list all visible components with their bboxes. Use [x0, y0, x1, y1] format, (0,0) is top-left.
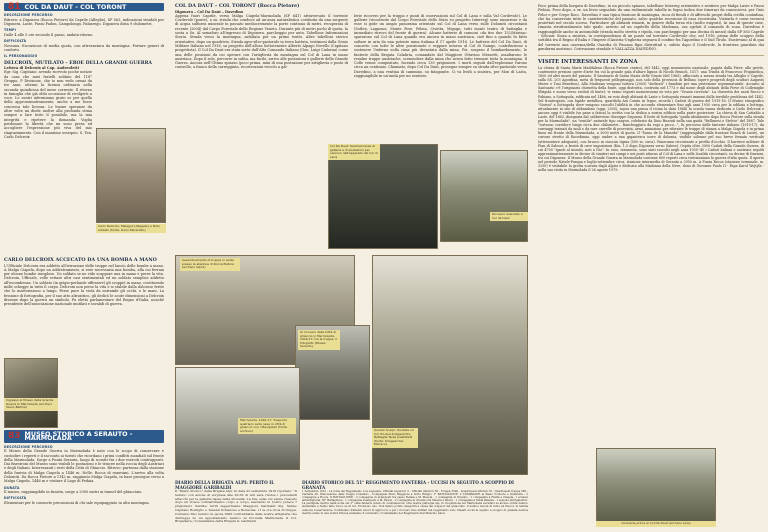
- museum-time-label: DURATA: [4, 485, 20, 490]
- character-subtitle: Lettera di Delcroix al Cap. Andreoletti: [4, 66, 79, 71]
- route-header-subtitle: Digonera – Col Da Daut – Davedino: [175, 9, 244, 14]
- time-text: Dalle 4 alle 5 ore secondo il passo, andata-ritorno.: [4, 32, 94, 37]
- photo-col-da-daut-barracks: [596, 448, 716, 522]
- story-block: [4, 256, 164, 307]
- photo-transport-caption: Marmolada, 1916-17: Trasporto austriaco sulla neve in città di ghiaccio con i Manipolari (fonte archivio): [238, 418, 296, 434]
- photo-troops-caption: Assembramento di truppe in sosta presso la stazione di Rocca Pietore (archivio Alpini): [180, 258, 240, 271]
- route-header-title: COL DA DAUT – COL TORONT (Rocca Pietore): [175, 3, 300, 9]
- photo-museum-entrance: [4, 358, 58, 428]
- section-number: 81: [8, 2, 21, 12]
- right-column: [538, 0, 764, 172]
- photo-museum-caption: Ingresso al Museo della Grande Guerra in Marmolada (Archivio Sauro Bellina): [4, 398, 58, 411]
- photo-barracks-caption: Cosmerie prime ai Col Da Daut (Archivio Loss): [596, 521, 716, 527]
- route-text-part1: Appena fuori Caprile, verso Malga Ciapela-Marmolada (SP 641) attraversato il torrente Cordevole (ponte), a sx. strada che conduce ad un'ansa naturalistica costituita da una sorgente di acqua sulfurea minerale in passato mediocremente la porte continua di metri, recuperata di recente (2004) dal Corpo Forestale dello Regione Veneto. Durante più di metri pochi di quota, la sosta a Sx. Al semaforo all'ingresso di Digonera, parcheggio per auto. Tabellone Informazioni Storia. Strada verso la montagna, asfaltata per un primo tratto. Altre tabelloni storico orientative, dopo un quadrivio. Strada agro-silvo-pastorale in terra battuta, testimoni dalla Genio Militare Italiano nel 1916, su progetto dell'allora Sottotenente Alberto Alpago Novello (Capitano progettista). Il Col Da Daut era stata sorte dall'Alto Comando Italiano (Gen. Luigi Cadorna) come una delle posizioni da cui operare con l'artiglieria da montagna sul Col di Lana in mano austriaca. Dopo il sole, percorre in salita, ma facile, arrivo alle postazioni e gallerie della Grande Guerra. Ancora nell'Ultimo spiazzo (poco prima, mini di una postazione per artiglieria e posto di controllo, a fianco della carreggiata, ricostruzioni veicolo a gal-: [175, 13, 348, 70]
- photo-shelter-caption: Ricovero avanzato a Col da Daut: [490, 212, 528, 221]
- character-label: IL PERSONAGGIO: [4, 54, 38, 59]
- route-text: Ritrovo: a Digonera (Rocca Pietore) da Caprile (Alleghe), SP 563, indicazioni stradali per Digonera, Laste, Passo Padon, Campolongo, Falzarego. Digonera dista 9 chilometri.: [4, 17, 164, 27]
- museum-difficulty-text: Elementari per le consuete precauzioni di chi sale equipaggiato in alta montagna.: [4, 500, 150, 505]
- diary-regiment-text: 1 Settembre 1915 - La forza del Reggimento è la seguente: Ufficiali superiori 3 - Ufficiali inferiori 56 - Truppa 3590 - Quadrupedi ufficiali 18 - Quadrupedi truppa 366 - Carrette 30. Dislocazione delle truppe Comando - Compagnie Stato Maggiore a Sotto Rifugio. I° BATTAGLIONE: 2 COMPAGNIE ai Passo Contorie e Ombretta - 2 compagnie a Rocca. II BATTAGLIONE - 2 compagnie in avamposti tra passo Fedaia e M. Mesola - 1 compagnia di rincalzo - 1 compagnia a Fratta e Ciapela - I scienze antiartiglieria. III° Battaglione - 1 compagnia avamposti a M. Padon - 2 compagnie in rincalzo fra Mesola e Padon - 1 compagnia a Tabia Palazza - 1 sezione mitragliatrici. La partigiale inoltre nella notte sul 2° sulla fanterie notato di considerevole. Una nostra pattuglia alp. in ricognizione sul Marmolada avvistavi su alcune ordini nemico aumentate a Tanno fatto fuoco su di noi. Erondono uno. Non hanno potuto inseguirli a causa dei crepacci del ghiacciaio. Il nemico lavora di notte ad Pescol, la nebbia ostacola l'osservazione. Continuano frattanto lavori di approccio e per i ricoveri. Due militari del reggimento sono rimasti uccisi in seguito a scoppio di granata nemica mentre erano in una nostra trincea avanzata. Il colonnello / Comandante del Reggimento Dal Mancino Amos: [302, 490, 528, 515]
- photo-galleries-caption: Col Da Daut: testimonianze di gallerie e di postazioni per cannoni dell'apparato del Col di Lana: [328, 144, 380, 160]
- left-column: [4, 0, 164, 139]
- route-label: DESCRIZIONE PERCORSO: [4, 13, 53, 18]
- museum-route-text: Il Museo della Grande Guerra in Marmolada è nato con lo scopo di conservare e custodire i reperti e il racconto ai turisti che ricordano i primi conflitti mondiali sul fronte della Marmolada. Sorge a Punta Serauta, luogo di scontri fra i due eserciti contrapposti. Dai finestroni del Museo sono visibili le postazioni e le trincee nella roccia degli Austriaci e degli Italiani. Interessanti i resti della Città di Ghiaccio. Ritrovo: partenza dalla stazione della funivia di Malga Ciapela a 1446 m. Nelle: Rocca di ennesimi. L'arrivo alla volta Dolomiti. Da Rocca Pietore a 1142 m, raggiunto Malga Ciapela, in base prosegue verso a Malga Ciapela, 1446 m e visitare il Lago di Fedaia.: [4, 449, 164, 484]
- photo-shelter: [440, 150, 528, 242]
- visits-title: VISITE INTERESSANTI IN ZONA: [538, 59, 638, 66]
- time-label: TEMPI: [4, 28, 17, 33]
- museum-difficulty-label: DIFFICOLTÀ: [4, 496, 27, 501]
- diary-alpi: [175, 478, 297, 524]
- story-title: CARLO DELCROIX ACCECATO DA UNA BOMBA A MANO: [4, 257, 157, 263]
- visits-text: La chiesa di Santa Maria Maddalena (Rocca Pietore centro), del 1442, oggi monumento nazionale, pagata dalla Pieve, alle grotte, contenente preziosi opere d'arte fra cui la grande pala d'altare lignea di Nicolò Brunch, 1517: una Trinità di Francesco Frigimelica, 1600 ed altri monti del passato. Il Santuario di Santa Maria delle Grazie (del 1965), affacciato a mezza strada tra Alleghe e Caprile, sulla SS. 203 Agordina, meta di frequenti pellegrinaggi, non solo della provincia di Belluno (opere progredi degli scultori Augusto Murer e Toni Benetton). Alla Madonna vengono tuttora (2005) "dedicati" i bambini per una protezione soprannaturale. Accanto al Santuario c'è l'originario chiesetta della fonte, oggi distrutta, costruita nel 1773 e dal nome degli abitanti della Pieve di Collemighe (Brigola e ssono verso esoluti di fonte): vi erano esposti numerossimi ex voto per "Grazia ricevuta". La chiesetta dei santi Rocco e Fabiano, a Sottoguda, edificata nel 1486, ex voto degli abitanti di Laste e Sottoguda rimasti immuni dalla terribile pestilenza del 1442. Sul frontespizio, con lapide metallica, guardiola Ani Comin in legno, ricorda i Caduti di guerra del 1915-18. Il Museo etnografico "Siorini" a Sottoguda dove vengono raccolti l'abilità in che accendo elementare fino agli anni 1930 circa per la edilizia a bottega, attualmente in sito di abbandono (oggi, 2005), sopra una pensa il ricina la data 1884) la scuola vanna dedicata a Carlo Delcroix e ancora oggi è visibile (su pane a fatica) la scritta con la dedica a nostra edificio nella parte posteriore. La chiesa di San Cattaldo a Laste, del 1863, disegnata dal calibrevisso Giuseppe Segusini. Il forte di Sottoguda "guida idealmente dopo Rocca Pietore sulla strada per la Marmolada", un "sentile" naturale tipo canyon, celebrato da Dino Buzzati nella sua guida "Bellunesi e Stelvio" del 1887. Tale "tortuoso corridore lungo circa due chilometri... fiancheggiato da rupi a picco...", fu percorso dalle fanterie italiane (1915-17), da carriaggi trainati da muli e da rare carrelle di provvista, armi, munizioni per rifornire le truppe di stanza a Malga Ciapela e in prima linea sul fronte della Marmolada, a 3000 metri di quota. Il "Sasso de la Muneda" (raggiungibile dalla frazione Ronch di Laste), un curioso stretto di Rocedimas, oggi ombre a una gigantesca torre di dolomia, visibile solenne pel suo breve frenato verticale (attrezzature adeguate), con brucco in ciascun tignia (500 m. circa). Panorama circostante a profilo d'occhio. Il barriere militare di Pian di Salesei, a fronte di cave imposizioni (Km. 1,5 dopo Digonera verso Salese). Ospita oltre 3000 Caduti della Grande Guerra, di cui 4700 "ignoti al mondo, noti a Dio". In esso, trasmessi, sono stati raccolti negli anni 1930-'40 i Caduti italiani e austriaci sepolti approssimativamente in decine di cimiteri nei campi e nei posti attorno al Col di Lana e nelle località circostanti, su decine di frazioni, tra cui Digonera. Il Museo della Grande Guerra in Marmolada contiene 800 reperti circa testimoniano la guerra d'alta quota. Il aperto nel periodo Natale-Pasqua e luglio-settembre circa, stazione intermedia di Serauta a 2950 m. A Punta Rocca (stazione terminale, m. 3250) è visitabile la grotta scavata dagli Alpini e dedicata alla Madonna della Neve, dono di Giovanni Paolo II - Papa Karol Wojtyla - nella sua visita in Marmolada il 26 agosto 1979.: [538, 65, 764, 173]
- character-letter: Egr. Sig. Capitano: avendo ricevuto poche notizie da casa che miei fratelli soldato del 118° Gruppo, P Divisione, che io non vedo ormai da tre anni, ottenni la licenza ordinaria nella seconda quindicina del mese corrente. Il ritorno in famiglia che già ebbi occasione di rivolgerti a voce. Le nostri infermiamo grato se per quella della approssimativamente, anche a me fosse concessa tale licenza. Le buone speranze da altre volte mi diede inoltre alla profonda stima sempre a lare tutto il possibile, ma la mia integrità e ripetere la domanda. Voglia perdonare la libertà che mi sono presa ed accogliere l'espressione più viva del mio ringraziamento. Con il massimo ossequio. S. Ten. Carlo Delcroix: [4, 70, 92, 139]
- route-text-part2: lerie ricovero per la truppa e punti di osservazioni sul Col di Lana e sulla Val Cordevole). Le gallerie (ricostruite dal Corpo Forestale dello Stato su progetto Interreg) sono numerose e da esse si gode un ampio panorama orientato sul Col di Lana verso sulle Dolomiti circostanti (Sotlen, Lagazuoi, Monte Pore, Pelmo, Civetta, Migogn, tutti monti teatro di battaglia e immediato ritrovo del fronte di guerra). Alcune batterie di cannoni «da tiro due 152/Marina» spararono sul Col di Lana quando era ancora in mano austriaca, cioè fino a quando fu fatto saltare in aria da una potente mina italiana il 17 aprile 1916. Le batterie del Col Da Daut, di concerto con tutte le altre posizionate e seppure intorno al Col di Gamgo, contribuirono a sostenere l'inferno sulla cima più devastata dalla mina. Poi, sospeso il bombardamento, le fanterie della Brigata Calabria, comandate dal Maggiore Ottavino Mezzetti, assaltarono le residue truppe austriache, scenendere dalla mina che aveva fatto tremare tutta la montagna. Il Colle venne conquistato, facendo circa 130 prigionieri. I morti seguiti dall'esplosione furono circa un centinaio. Chiamato, dopo Col Da Daut, prosegue sempre su strada silvo-pastorale verso Davedino, a una ventina di cammino, su fatagonite. Ci va lividi a sinistra, per Mon di Lasta, raggiungibile in un'unità per un sentiero.: [354, 13, 528, 79]
- middle-column: [175, 0, 527, 78]
- difficulty-label: DIFFICOLTÀ: [4, 39, 27, 44]
- section-number: 83: [8, 431, 21, 442]
- photo-delcroix-caption: Carlo Delcroix, Malagoli (Allegato) e Noto soldato (fonte: Gorio Panarotto): [96, 224, 166, 233]
- museum-time-text: Il museo, raggiungibile in funivia, sorge a 2950 metri ai tunnel del ghiacciaio.: [4, 490, 143, 494]
- section-title: COL DA DAUT - COL TORONT: [24, 3, 127, 11]
- character-title: DELCROIX, MUTILATO – EROE DELLA GRANDE GUERRA: [4, 60, 152, 66]
- diary-regiment-title: DIARIO STORICO DEL 51° REGGIMENTO FANTERIA - UCCISI IN SEGUITO A SCOPPIO DI GRANATA: [302, 480, 515, 490]
- story-text: L'Ufficiale Delcroix era addetto all'istruzione delle truppe nel lancio delle bombe a mano. A Malga Ciapela, dopo un addestramento, si rese necessaria una bomba, alla cui ferraia per alcune bombe inesplose. Un soldato se ne vide scappare una in mano e perse la vita. Delcroix, Ufficiale, volle evitare altri casi sentimentali ed un soldato semplice addetto all'incombenza. Un soldato (in grigio-perlande offensive) gli scoppiò in mano, costituendo mille schegge in tutto il corpo. Delcroix non perse la vita e si stabile dalla dolorose ferite che lo martoriarono a lungo. Perse pure la vista da entrambi gli occhi, e le mani. La fessione di fortografia, per il suo atto altruistico, gli dedicò le acute dimensioni a Delcroix divenne dopo la guerra un simbolo. Fu eletto parlamentare del Regno d'Italia, nonché presidente dell'associazione nazionale mutilati e invalidi di guerra.: [4, 263, 164, 307]
- diary-alpi-text: Il "Diario Storico" della Brigata Alpi: In data 25 settembre 1916 riportato: "Il nemico con azione di sorpresa alle 20.30 di ieri sera rivolse i precedenti attacchi per le gallerie basse della Povuella. La Via, sulle cui venne riuscato dopo un vivace combattimento corpo a corpo, lasciando in nostro potere 7 prigionieri. Perdite: feriti leggermente Maggiore Garibaldi Sig. Sante; Capitano Bonfiglio e Tenenti Schiavone e Bonacina. 11 le ore circa di truppa. Contenzo fino nemico in quota 3000 contrabbatte dalle nostre artiglierie che distrugge no un appostamento nemico su Povuella Marmolada. Il Col. Brigadiere / Comandante della Brigata G. Garibaldi: [175, 489, 297, 524]
- davedino-text: Poco prima della borgata di Davedino, in un piccolo spiazzo, tabellone Interreg orientativo e sentiero per Malga Laste e Passo Fedaia. Poco dopo, a sx. un bivio segnalato da una rudimentale tabella in legno indica due itinerari da conosciersi: per Onis Pelor e per Crepe Rocc. Davedino è una tipica frazione di montagna, ricca di fienili e di affreschi propri della civiltà contadina, che ha conservato tutte le caratteristiche del passato, salvo qualche recezione di casa ricostruita. Visitarla è come trovarsi proiettati nel secolo scorso. Particolare gli abitanti rimasti, in genere della terza età (molto esigrati). In una di queste case, rimasta strutturalmente tale quale, arresto ad un capitello della Madonna, ora sgelati il comando di zona. Davedino è raggiungibile anche in automobile (strada molto stretta e ripida, con parcheggio per una decina di mezzi) dalla SP 563 Caprile - Selciair. Sinza a sinistra, in corrispondenza di un ponte sul torrente Cordevole che, nel 1916, prima delle scoppio della sottilità tra il Regno d'Italia e l'Impero d'Austria-Ungheria segnava il confine fra l'Agordino e il Sud Tirolo. Esistevano al di qua del torrente una caserma/della Guardia di Finanza figoi distruttad e, subito dopo il Cordevole, la frontiera guardata dai gendarmi austriaci. Costruzione stradale è VALLAZZA DAVEDINO.: [538, 4, 764, 51]
- section-header-81: [4, 3, 164, 11]
- museum-block: [4, 430, 164, 505]
- museum-route-label: DESCRIZIONE PERCORSO: [4, 444, 53, 449]
- photo-ice-city-caption: Al ricovero della Città di ghiaccio in Marmolada, 1916-17: tra le truppe, il fotografo (Museo Serauto): [298, 330, 340, 350]
- difficulty-text: Nessuna. Escursione di media quota, con attrezzatura da montagna. Portare generi di conforto.: [4, 43, 164, 52]
- divider: [538, 55, 764, 56]
- photo-delcroix: [96, 128, 166, 223]
- diary-alpi-title: DIARIO DELLA BRIGATA ALPI: PERITO IL MAGGIORE GARIBALDI: [175, 480, 275, 490]
- photo-panorama-caption: Questo Scarpi: Quotata un Col di Lana Kriegsarchiv, Battaglia Terza Josefstadt (fonte: Kriegsarchiv Monaco): [372, 428, 418, 448]
- diary-regiment: [302, 478, 528, 515]
- section-title: MUSEO STORICO A SERAUTO - MARMOLADA: [24, 430, 133, 443]
- section-header-83: [4, 430, 164, 443]
